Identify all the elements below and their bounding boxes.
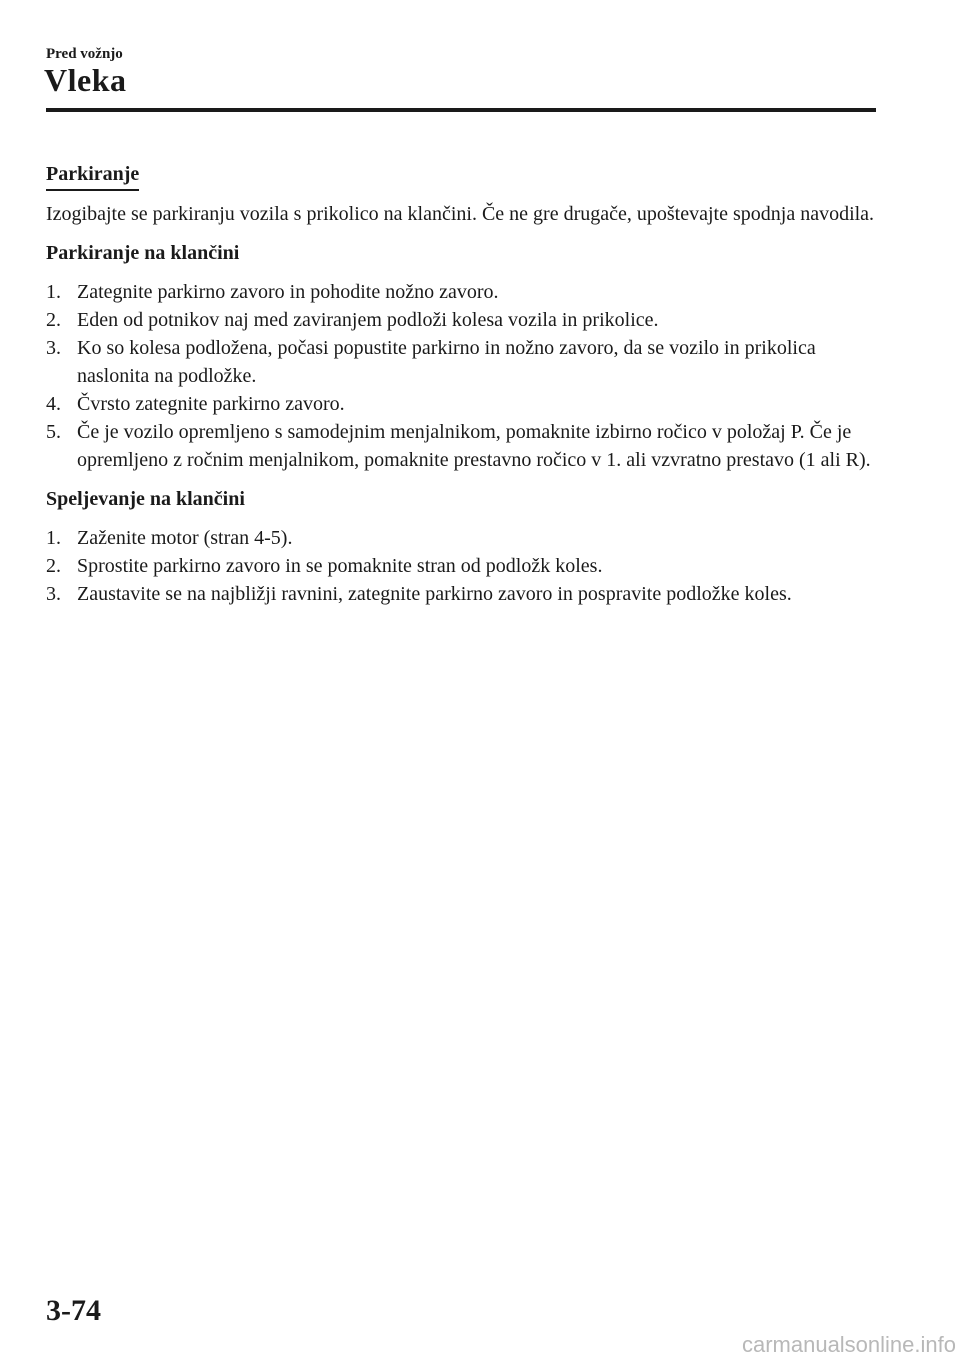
parking-steps-list (46, 278, 886, 474)
step-number: 3. (46, 583, 61, 605)
step-number: 5. (46, 421, 61, 443)
list-item (46, 278, 886, 306)
step-text: Zaženite motor (stran 4-5). (77, 527, 293, 549)
subheading-parking-on-slope: Parkiranje na klančini (46, 242, 240, 264)
step-number: 2. (46, 555, 61, 577)
step-number: 2. (46, 309, 61, 331)
step-text: Če je vozilo opremljeno s samodejnim menjalnikom, pomaknite izbirno ročico v položaj P. Če je opremljeno z ročnim menjalnikom, pomaknite prestavno ročico v 1. ali vzvratno prestavo (1 ali R). (77, 421, 871, 471)
step-text: Zategnite parkirno zavoro in pohodite nožno zavoro. (77, 281, 499, 303)
page-title: Vleka (44, 62, 127, 98)
step-number: 1. (46, 527, 61, 549)
step-text: Čvrsto zategnite parkirno zavoro. (77, 393, 345, 415)
main-content (46, 160, 886, 619)
breadcrumb: Pred vožnjo (46, 46, 123, 62)
title-divider (46, 108, 876, 112)
step-text: Ko so kolesa podložena, počasi popustite parkirno in nožno zavoro, da se vozilo in prikolica naslonita na podložke. (77, 337, 816, 387)
list-item (46, 552, 886, 580)
list-item (46, 306, 886, 334)
departure-steps-list (46, 524, 886, 608)
list-item (46, 418, 886, 474)
list-item (46, 580, 886, 608)
step-text: Eden od potnikov naj med zaviranjem podloži kolesa vozila in prikolice. (77, 309, 659, 331)
subheading-departure-on-slope: Speljevanje na klančini (46, 488, 245, 510)
list-item (46, 390, 886, 418)
intro-paragraph: Izogibajte se parkiranju vozila s prikolico na klančini. Če ne gre drugače, upoštevajte spodnja navodila. (46, 203, 875, 225)
section-heading-parkiranje: Parkiranje (46, 160, 139, 191)
step-number: 4. (46, 393, 61, 415)
step-number: 1. (46, 281, 61, 303)
watermark: carmanualsonline.info (741, 1332, 956, 1357)
step-text: Zaustavite se na najbližji ravnini, zategnite parkirno zavoro in pospravite podložke koles. (77, 583, 792, 605)
step-number: 3. (46, 337, 61, 359)
list-item (46, 524, 886, 552)
page-number: 3-74 (46, 1294, 101, 1327)
list-item (46, 334, 886, 390)
step-text: Sprostite parkirno zavoro in se pomaknite stran od podložk koles. (77, 555, 603, 577)
